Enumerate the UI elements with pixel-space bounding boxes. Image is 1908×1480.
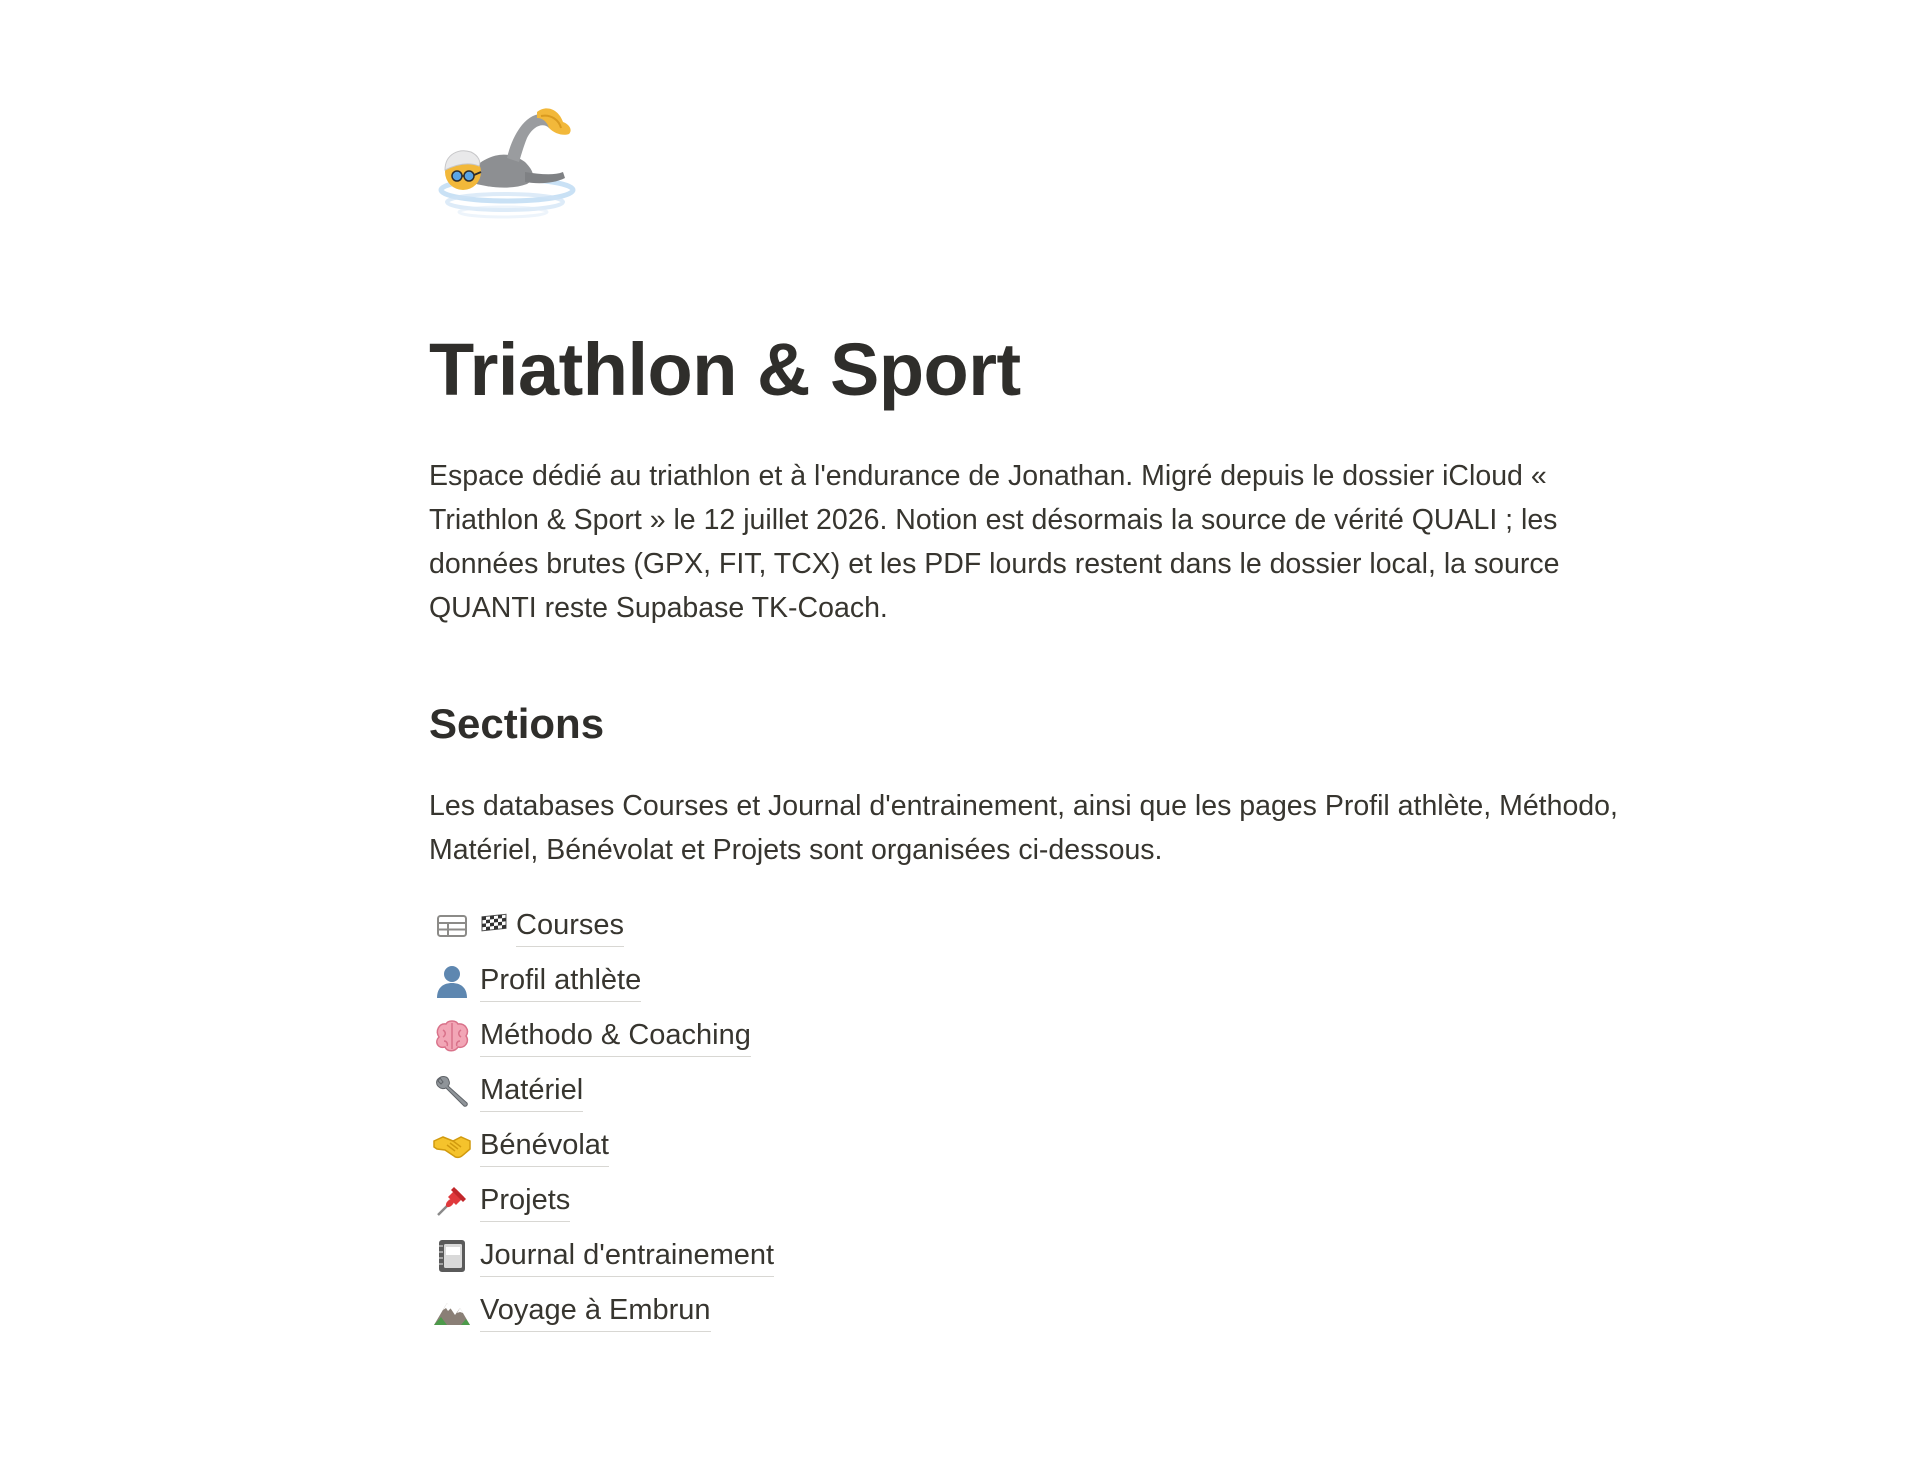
link-journal-entrainement[interactable] [429, 1228, 774, 1283]
page-intro [429, 454, 1669, 630]
intro-line: Espace dédié au triathlon et à l'endurance de Jonathan. Migré depuis le dossier iCloud « [429, 460, 1547, 492]
wrench-icon [433, 1072, 471, 1110]
swimmer-icon[interactable] [429, 92, 579, 222]
link-courses[interactable] [429, 898, 774, 953]
page-links-list [429, 898, 774, 1338]
link-label[interactable]: Courses [516, 905, 624, 947]
intro-line: Triathlon & Sport » le 12 juillet 2026. Notion est désormais la source de vérité QUALI ; les [429, 504, 1558, 536]
checkered-flag-icon [480, 911, 508, 940]
intro-line: QUANTI reste Supabase TK-Coach. [429, 592, 888, 624]
link-label[interactable]: Journal d'entrainement [480, 1235, 774, 1277]
person-silhouette-icon [433, 962, 471, 1000]
link-materiel[interactable] [429, 1063, 774, 1118]
pushpin-icon [433, 1182, 471, 1220]
description-line: Matériel, Bénévolat et Projets sont organisées ci-dessous. [429, 834, 1163, 866]
sections-description [429, 784, 1679, 872]
brain-icon [433, 1017, 471, 1055]
link-profil-athlete[interactable] [429, 953, 774, 1008]
page-title: Triathlon & Sport [429, 328, 1021, 411]
link-voyage-embrun[interactable] [429, 1283, 774, 1338]
intro-line: données brutes (GPX, FIT, TCX) et les PDF lourds restent dans le dossier local, la source [429, 548, 1560, 580]
link-label[interactable]: Bénévolat [480, 1125, 609, 1167]
mountain-icon [433, 1292, 471, 1330]
table-icon [433, 907, 471, 945]
sections-heading: Sections [429, 700, 605, 747]
link-benevolat[interactable] [429, 1118, 774, 1173]
link-label[interactable]: Profil athlète [480, 960, 641, 1002]
link-label[interactable]: Méthodo & Coaching [480, 1015, 751, 1057]
link-projets[interactable] [429, 1173, 774, 1228]
link-methodo-coaching[interactable] [429, 1008, 774, 1063]
link-label[interactable]: Projets [480, 1180, 570, 1222]
link-label[interactable]: Matériel [480, 1070, 583, 1112]
handshake-icon [433, 1127, 471, 1165]
description-line: Les databases Courses et Journal d'entrainement, ainsi que les pages Profil athlète, Méthodo, [429, 790, 1618, 822]
notebook-icon [433, 1237, 471, 1275]
link-label[interactable]: Voyage à Embrun [480, 1290, 711, 1332]
